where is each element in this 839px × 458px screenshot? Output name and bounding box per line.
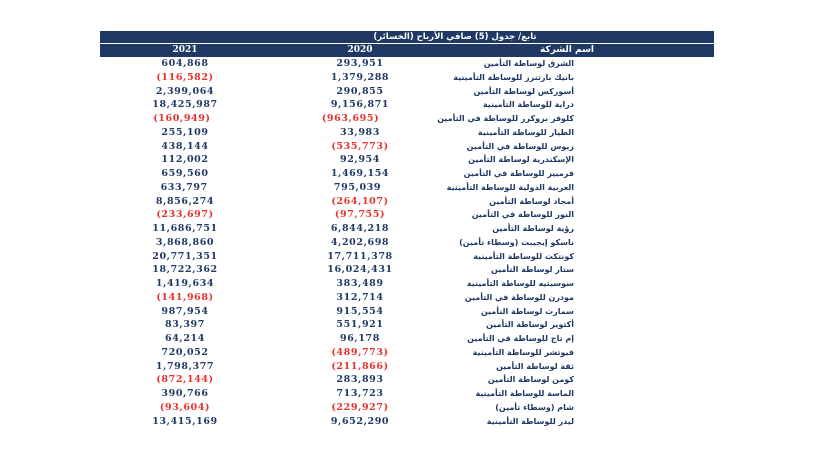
company-name: مودرن للوساطة في التأمين [464,292,574,302]
header-row [100,43,714,57]
value-2021: (160,949) [153,113,211,124]
company-name: سمارت لوساطة التأمين [480,306,574,316]
company-name: الشرق لوساطة التأمين [483,59,574,68]
company-name: كونتكت للوساطة التأمينية [473,251,574,261]
company-name: أسوركس لوساطة التأمين [473,86,574,96]
value-2020: 551,921 [336,319,384,331]
company-name: النور للوساطة في التأمين [471,210,574,220]
value-2021: (93,604) [159,401,211,413]
value-2021: 112,002 [161,154,209,166]
table-row [100,208,714,222]
value-2020: 312,714 [336,291,384,303]
table-row [100,167,714,181]
table-row [100,112,714,126]
value-2021: 18,722,362 [152,264,218,276]
company-name: الإسكندرية لوساطة التأمين [468,155,574,165]
value-2020: 383,489 [336,278,384,289]
header-2020: 2020 [347,45,373,55]
value-2020: 290,855 [336,85,384,97]
company-name: ستار لوساطة التأمين [490,265,574,275]
table-row [100,387,714,401]
value-2020: 6,844,218 [330,223,390,234]
company-name: العربية الدولية للوساطة التأمينية [446,182,574,192]
company-name: رؤية لوساطة التأمين [492,224,574,233]
header-2021: 2021 [172,45,198,55]
table-row [100,291,714,305]
table-row [100,153,714,167]
value-2020: 17,711,378 [327,250,393,262]
table-row [100,415,714,429]
company-name: كلوفر بروكرز للوساطة في التأمين [437,114,574,123]
table-row [100,250,714,264]
company-name: ليدر للوساطة التأمينية [486,416,574,426]
value-2021: 720,052 [161,346,209,358]
company-name: إم تاج للوساطة في التأمين [467,334,574,343]
value-2020: 283,893 [336,374,384,386]
company-name: أكتوير لوساطة التأمين [486,320,574,330]
value-2020: 293,951 [336,58,384,69]
value-2020: 92,954 [340,154,380,166]
value-2021: 64,214 [165,333,205,344]
value-2021: 8,856,274 [155,195,215,207]
value-2020: 16,024,431 [327,264,393,276]
value-2021: 11,686,751 [152,223,218,234]
value-2021: 18,425,987 [152,99,218,111]
table-row [100,277,714,291]
value-2021: (141,968) [156,291,214,303]
company-name: زيوس للوساطة في التأمين [466,141,574,151]
value-2021: 13,415,169 [152,415,218,427]
value-2021: 255,109 [161,126,209,138]
value-2021: 3,868,860 [155,236,215,248]
table-row [100,126,714,140]
table-row [100,305,714,319]
value-2020: (963,695) [321,113,380,124]
table-title: تابع/ جدول (5) صافي الأرباح (الخسائر) [100,31,714,43]
company-name: بانيك بارتنرز للوساطة التأمينية [453,72,574,82]
table-row [100,332,714,346]
company-name: الطيار للوساطة التأمينية [477,127,574,137]
table-row [100,401,714,415]
company-name: دراية للوساطة التأمينية [482,100,574,110]
value-2020: 713,723 [336,388,384,399]
value-2020: (535,773) [331,140,389,152]
value-2020: 1,379,288 [330,71,390,83]
table-row [100,98,714,112]
value-2020: 96,178 [340,333,380,344]
value-2020: 9,156,871 [330,99,390,111]
table-row [100,360,714,374]
value-2021: 633,797 [160,181,208,193]
value-2021: (116,582) [156,71,214,83]
value-2020: 795,039 [333,181,382,193]
company-name: ناسكو إيجيبت (وسطاء تأمين) [459,237,574,247]
value-2020: (264,107) [331,195,389,207]
value-2020: (97,755) [334,209,386,221]
table-row [100,373,714,387]
value-2021: 1,798,377 [155,360,215,372]
table-row [100,318,714,332]
table-row [100,57,714,71]
table-row [100,140,714,154]
value-2021: 2,399,064 [155,85,215,97]
table-row [100,222,714,236]
net-profit-table [100,31,714,428]
value-2021: (233,697) [156,209,214,221]
value-2020: (211,866) [331,360,389,372]
company-name: شام (وسطاء تأمين) [495,402,574,412]
value-2020: 9,652,290 [330,415,390,427]
value-2021: 20,771,351 [152,250,218,262]
value-2020: (489,773) [331,346,389,358]
table-row [100,85,714,99]
table-body [100,57,714,428]
table-row [100,236,714,250]
company-name: فيوتشر للوساطة التأمينية [472,347,574,357]
value-2021: 987,954 [161,305,209,317]
value-2021: 659,560 [161,168,209,179]
table-row [100,263,714,277]
table-row [100,181,714,195]
value-2020: (229,927) [331,401,389,413]
value-2020: 915,554 [336,305,384,317]
table-row [100,346,714,360]
value-2021: 1,419,634 [155,278,215,289]
value-2020: 33,983 [340,126,380,138]
company-name: فرميير للوساطة في التأمين [463,169,574,178]
company-name: ثقة لوساطة التأمين [496,361,574,371]
value-2021: 604,868 [161,58,209,69]
company-name: سوسيتيه للوساطة التأمينية [466,279,574,288]
company-name: كومن لوساطة التأمين [487,375,574,385]
value-2021: (872,144) [156,374,214,386]
value-2021: 438,144 [161,140,209,152]
header-company: اسم الشركة [539,45,595,55]
table-row [100,195,714,209]
table-row [100,71,714,85]
value-2021: 83,397 [165,319,205,331]
value-2020: 4,202,698 [330,236,390,248]
company-name: الماسة للوساطة التأمينية [475,389,574,398]
value-2020: 1,469,154 [330,168,390,179]
value-2021: 390,766 [161,388,209,399]
company-name: أمجاد لوساطة التأمين [489,196,574,206]
